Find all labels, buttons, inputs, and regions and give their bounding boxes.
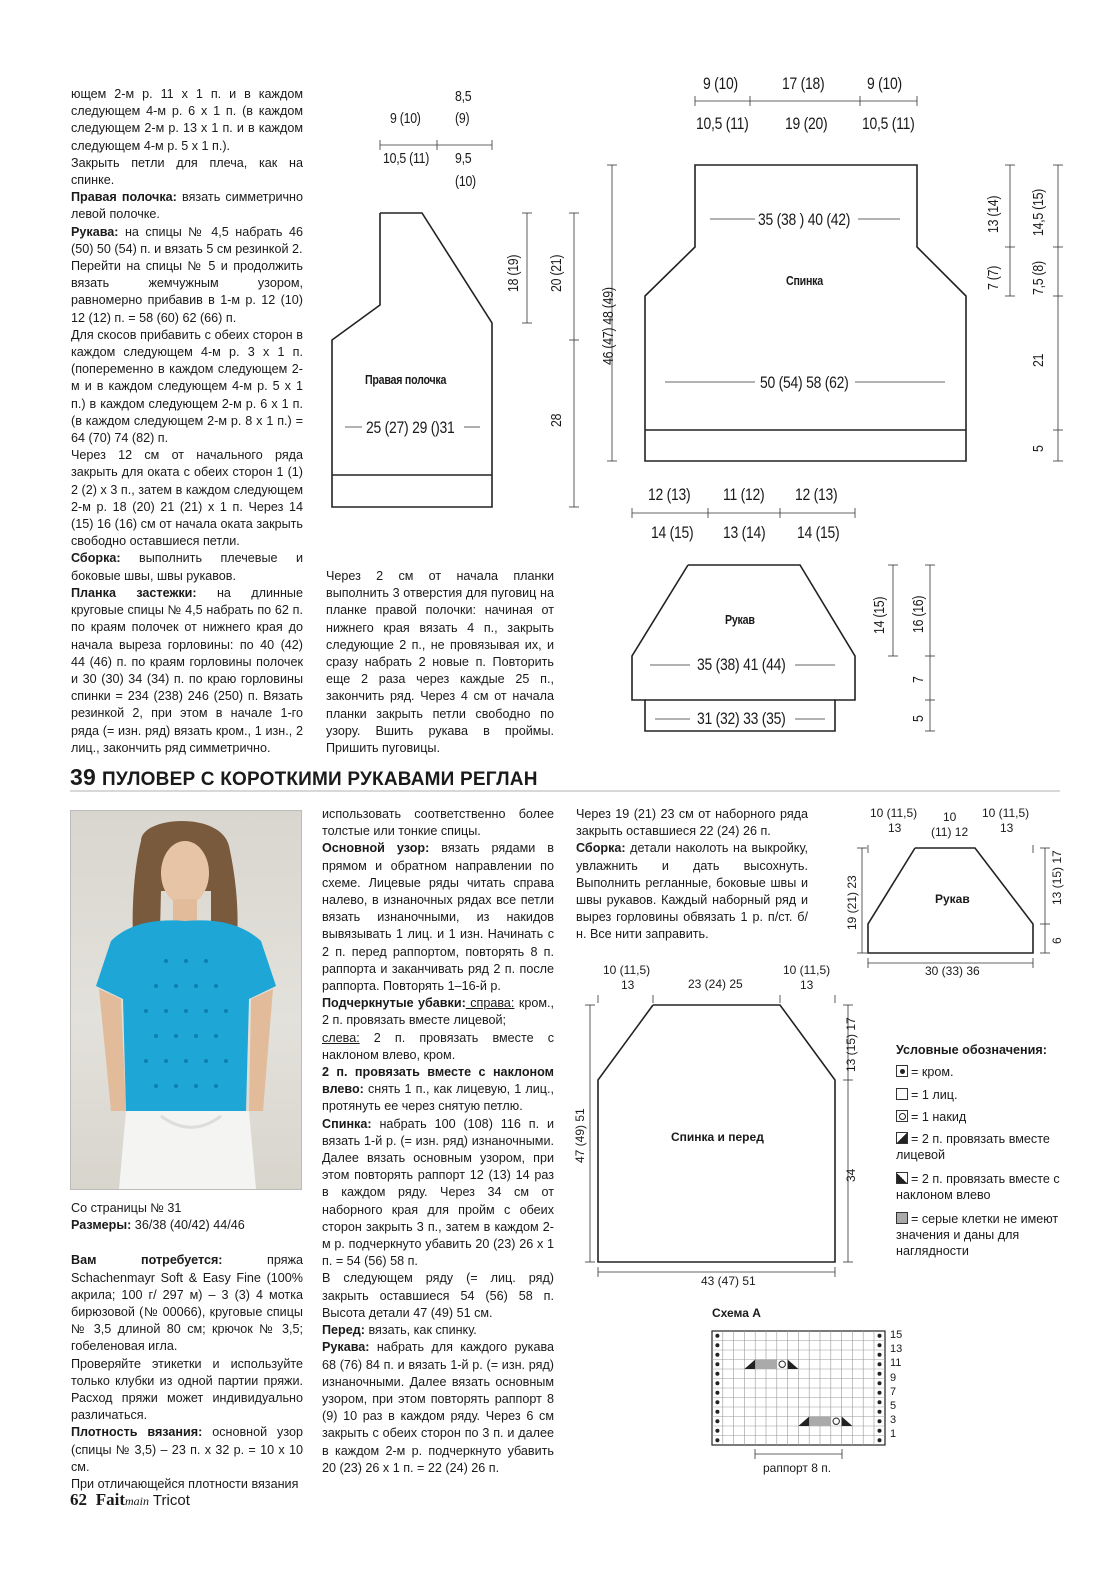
sleeve2-t2b: (11) 12	[931, 825, 969, 839]
legend-yarnover-text: = 1 накид	[911, 1110, 967, 1124]
materials-column	[71, 1200, 303, 1493]
body2-t3a: 10 (11,5)	[783, 963, 831, 977]
scheme-a-chart	[712, 1331, 885, 1459]
paragraph-heading: Рукава:	[71, 224, 119, 239]
paragraph-heading: Основной узор:	[322, 841, 430, 856]
front-v1: 18 (19)	[505, 254, 522, 292]
col2-paragraph: Перед: вязать, как спинку.	[322, 1323, 477, 1338]
paragraph-heading: Сборка:	[71, 551, 121, 566]
legend-yarnover	[896, 1109, 966, 1125]
legend-ssk	[896, 1171, 1066, 1203]
front-bot-b: 9,5	[455, 150, 472, 167]
back-bot-3: 10,5 (11)	[862, 114, 915, 133]
body2-left: 47 (49) 51	[573, 1108, 587, 1163]
sizes-line: Размеры: 36/38 (40/42) 44/46	[71, 1218, 245, 1233]
scheme-row-number: 15	[890, 1329, 903, 1341]
col3-paragraph: Через 19 (21) 23 см от наборного ряда закрыть оставшиеся 22 (24) 26 п.	[576, 807, 808, 839]
top-left-paragraph: Для скосов прибавить с обеих сторон в каждом следующем 4-м р. 3 х 1 п. (попеременно в каждом следующем 2-м и в каждом следующем 4-м р. 5 х 1 п.) в каждом следующем 2-м р. 6 х 1 п. (в каждом следующем 2-м р. 8 х 1 п.) = 64 (70) 74 (82) п.	[71, 327, 303, 446]
back-label: Спинка	[786, 273, 823, 288]
front-outline	[332, 213, 492, 507]
sleeve-top-1: 12 (13)	[648, 485, 691, 504]
paragraph-underline: слева:	[322, 1030, 360, 1045]
grey-cell-icon	[896, 1212, 908, 1224]
paragraph-heading: Правая полочка:	[71, 190, 177, 205]
front-bot-c: (10)	[455, 173, 476, 190]
body2-r2: 34	[844, 1168, 858, 1182]
yarn-over-icon	[896, 1110, 908, 1122]
sleeve-bot-1: 14 (15)	[651, 523, 694, 542]
back-top-3: 9 (10)	[867, 74, 902, 93]
sleeve2-r2: 6	[1050, 937, 1064, 944]
sleeve-v-d: 5	[910, 715, 927, 722]
legend-knit	[896, 1087, 957, 1103]
source-line: Со страницы № 31	[71, 1201, 182, 1215]
diff-line: При отличающейся плотности вязания	[71, 1477, 299, 1492]
col2-paragraph: В следующем ряду (= лиц. ряд) закрыть оставшиеся 54 (56) 58 п. Высота детали 47 (49) 51 см.	[322, 1271, 554, 1320]
sleeve-v-b: 16 (16)	[910, 595, 927, 633]
sleeve-lower: 31 (32) 33 (35)	[697, 709, 786, 728]
sleeve-top-2: 11 (12)	[723, 485, 765, 504]
back-bot-1: 10,5 (11)	[696, 114, 749, 133]
col3-paragraph: Сборка: детали наколоть на выкройку, увлажнить и дать высохнуть. Выполнить регланные, боковые швы и швы рукавов. Каждый наборный ряд и вырез горловины обвязать 1 р. п/ст. б/н. Все нити заправить.	[576, 841, 808, 942]
paragraph-heading: Сборка:	[576, 841, 626, 856]
top-left-paragraph: Правая полочка: вязать симметрично левой полочке.	[71, 190, 303, 222]
front-v2: 20 (21)	[548, 254, 565, 292]
sleeve2-t1a: 10 (11,5)	[870, 806, 918, 820]
scheme-title: Схема А	[712, 1306, 761, 1320]
front-width: 25 (27) 29 ()31	[366, 418, 455, 437]
section-number: 39	[70, 764, 96, 790]
legend-grey	[896, 1211, 1066, 1259]
legend-edge-text: = кром.	[911, 1065, 954, 1079]
paragraph-heading: Перед:	[322, 1323, 365, 1338]
paragraph-heading: Спинка:	[322, 1116, 372, 1131]
back-bot-2: 19 (20)	[785, 114, 828, 133]
sleeve2-t1b: 13	[888, 821, 902, 835]
legend-ssk-text: = 2 п. провязать вместе с наклоном влево	[896, 1172, 1060, 1202]
model-photo	[70, 810, 302, 1190]
top-left-paragraph: Сборка: выполнить плечевые и боковые швы, швы рукавов.	[71, 551, 303, 583]
paragraph-heading: 2 п. провязать вместе с наклоном влево:	[322, 1065, 554, 1097]
col2-paragraph: слева: 2 п. провязать вместе с наклоном влево, кром.	[322, 1030, 554, 1062]
scheme-row-number: 5	[890, 1400, 897, 1412]
scheme-row-number: 7	[890, 1385, 897, 1398]
col2-paragraph: Рукава: набрать для каждого рукава 68 (76) 84 п. и вязать 1-й р. (= изн. ряд) изнаночными. Далее вязать основным узором, при этом повторять раппорт 8 (9) 10 раз в каждом ряду. Через 6 см закрыть с обеих сторон по 3 п. и далее в каждом 2-м р. подчеркнуто убавить 20 (23) 26 х 1 п. = 22 (24) 26 п.	[322, 1340, 554, 1475]
col2-paragraph: Спинка: набрать 100 (108) 116 п. и вязать 1-й р. (= изн. ряд) изнаночными. Далее вязать основным узором, при этом повторять раппорт 12 (13) 14 раз в каждом ряду. Через 34 см от наборного края для пройм с обеих сторон закрыть 3 п., затем в каждом 2-м р. подчеркнуто убавить 20 (23) 26 х 1 п. = 54 (56) 58 п.	[322, 1116, 554, 1269]
sleeve-upper: 35 (38) 41 (44)	[697, 655, 786, 674]
sleeve-bot-3: 14 (15)	[797, 523, 840, 542]
density-line: Плотность вязания: основной узор (спицы № 3,5) – 23 п. х 32 р. = 10 х 10 см.	[71, 1425, 303, 1474]
scheme-row-number: 3	[890, 1414, 897, 1427]
col2-paragraph: 2 п. провязать вместе с наклоном влево: снять 1 п., как лицевую, 1 лиц., протянуть ее через снятую петлю.	[322, 1065, 554, 1114]
sleeve2-bottom: 30 (33) 36	[925, 964, 980, 978]
body2-t1b: 13	[621, 978, 635, 992]
check-line: Проверяйте этикетки и используйте только клубки из одной партии пряжи. Расход пряжи может индивидуально различаться.	[71, 1356, 303, 1423]
sleeve-v-c: 7	[910, 676, 927, 683]
back-v-b: 14,5 (15)	[1030, 188, 1047, 236]
body2-r1: 13 (15) 17	[844, 1017, 858, 1072]
sleeve2-t3b: 13	[1000, 821, 1014, 835]
assembly-column	[576, 806, 808, 944]
back-v-a: 13 (14)	[985, 195, 1002, 233]
k2tog-icon	[896, 1132, 908, 1144]
legend-knit-text: = 1 лиц.	[911, 1088, 958, 1102]
brand-main: main	[125, 1494, 150, 1508]
button-holes-text: Через 2 см от начала планки выполнить 3 отверстия для пуговиц на планке правой полочки: начиная от нижнего края вязать 4 п., закрыть следующие 2 п., не провязывая их, и сразу набрать 2 новые п. Повторить еще 2 раза через каждые 25 п., закончить ряд. Через 4 см от начала планки закрыть петли свободно по узору. Вшить рукава в проймы. Пришить пуговицы.	[326, 569, 554, 756]
back-top-1: 9 (10)	[703, 74, 738, 93]
sleeve-bot-2: 13 (14)	[723, 523, 766, 542]
body2-label: Спинка и перед	[671, 1130, 764, 1144]
body2-t2: 23 (24) 25	[688, 977, 743, 991]
paragraph-heading: Рукава:	[322, 1340, 370, 1355]
top-left-paragraph: Планка застежки: на длинные круговые спицы № 4,5 набрать по 62 п. по краям полочек от нижнего края до начала выреза горловины: по 40 (42) 44 (46) п. по краям горловины полочек и 30 (30) 34 (34) п. по краю горловины спинки = 234 (238) 246 (250) п. Вязать резинкой 2, при этом в начале 1-го ряда (= изн. ряд) вязать кром., 1 изн., 2 лиц., закончить ряд симметрично.	[71, 585, 303, 755]
model-photo-illustration	[71, 811, 301, 1189]
front-label: Правая полочка	[365, 372, 447, 387]
sleeve2-t3a: 10 (11,5)	[982, 806, 1030, 820]
front-top-a: 9 (10)	[390, 110, 421, 127]
instructions-column	[322, 806, 554, 1477]
body2-bottom: 43 (47) 51	[701, 1274, 756, 1288]
legend-k2tog	[896, 1131, 1066, 1163]
front-v4: 28	[548, 413, 565, 427]
brand-tricot: Tricot	[149, 1492, 190, 1509]
col2-paragraph: Основной узор: вязать рядами в прямом и обратном направлении по схеме. Лицевые ряды читать справа налево, в изнаночных рядах все петли вязать изнаночными, из накидов вывязывать 1 лиц. и 1 изн. Начинать с 2 п. перед раппортом, повторять 8 п. раппорта и заканчивать ряд 2 п. после раппорта. Повторять 1–16-й р.	[322, 841, 554, 994]
scheme-rapport: раппорт 8 п.	[763, 1461, 832, 1475]
top-left-text	[71, 86, 303, 757]
back-v-c: 7 (7)	[985, 265, 1002, 290]
top-left-paragraph: Перейти на спицы № 5 и продолжить вязать жемчужным узором, равномерно прибавив в 1-м р. 12 (10) 12 (12) п. = 58 (60) 62 (66) п.	[71, 259, 303, 325]
top-left-paragraph: ющем 2-м р. 11 х 1 п. и в каждом следующем 4-м р. 6 х 1 п. (в каждом следующем 2-м р. 13 х 1 п. и в каждом следующем 4-м р. 5 х 1 п.).	[71, 87, 303, 153]
brand-name	[96, 1490, 190, 1509]
front-v3: 46 (47) 48 (49)	[600, 287, 617, 365]
knit-stitch-icon	[896, 1088, 908, 1100]
page-footer	[70, 1490, 190, 1510]
back-v-d: 7,5 (8)	[1030, 261, 1047, 295]
sleeve-v-a: 14 (15)	[871, 596, 888, 634]
section-title-text: ПУЛОВЕР С КОРОТКИМИ РУКАВАМИ РЕГЛАН	[101, 769, 538, 790]
legend-edge	[896, 1064, 954, 1080]
col2-paragraph: Подчеркнутые убавки: справа: кром., 2 п. провязать вместе лицевой;	[322, 996, 554, 1028]
back-top-2: 17 (18)	[782, 74, 825, 93]
brand-fait: Fait	[95, 1490, 126, 1509]
materials-line: Вам потребуется: пряжа Schachenmayr Soft & Easy Fine (100% акрила; 100 г/ 297 м) – 3 (3) 4 мотка бирюзовой (№ 00066), круговые спицы № 3,5 длиной 80 см; крючок № 3,5; гобеленовая игла.	[71, 1253, 303, 1354]
paragraph-heading: Подчеркнутые убавки:	[322, 996, 466, 1011]
edge-stitch-icon	[896, 1065, 908, 1077]
page-number: 62	[70, 1490, 87, 1509]
ssk-icon	[896, 1172, 908, 1184]
top-middle-text	[326, 568, 554, 757]
front-top-b: 8,5	[455, 88, 472, 105]
back-v-e: 21	[1030, 353, 1047, 367]
materials-line-label: Вам потребуется:	[71, 1253, 223, 1268]
back-upper-width: 35 (38 ) 40 (42)	[758, 210, 851, 229]
section-title	[70, 764, 538, 791]
sleeve2-label: Рукав	[935, 892, 970, 906]
sleeve2-t2a: 10	[943, 810, 957, 824]
front-top-c: (9)	[455, 110, 470, 127]
top-left-paragraph: Закрыть петли для плеча, как на спинке.	[71, 155, 303, 188]
sleeve2-left: 19 (21) 23	[845, 875, 859, 930]
sleeve-label: Рукав	[725, 612, 755, 627]
front-bot-a: 10,5 (11)	[383, 150, 430, 167]
scheme-row-number: 11	[890, 1357, 902, 1370]
sizes-line-label: Размеры:	[71, 1218, 132, 1233]
body2-t3b: 13	[800, 978, 814, 992]
legend-title: Условные обозначения:	[896, 1043, 1047, 1057]
sleeve-outline	[632, 565, 855, 731]
legend-k2tog-text: = 2 п. провязать вместе лицевой	[896, 1132, 1050, 1162]
back-width: 50 (54) 58 (62)	[760, 373, 849, 392]
top-left-paragraph: Через 12 см от начального ряда закрыть для оката с обеих сторон 1 (1) 2 (2) х 3 п., затем в каждом следующем 2-м р. 18 (20) 21 (21) х 1 п. Через 14 (15) 16 (16) см от начала оката закрыть свободно оставшиеся петли.	[71, 448, 303, 549]
scheme-row-number: 9	[890, 1371, 897, 1384]
legend-grey-text: = серые клетки не имеют значения и даны для наглядности	[896, 1212, 1059, 1258]
body2-t1a: 10 (11,5)	[603, 963, 651, 977]
sleeve2-r1: 13 (15) 17	[1050, 850, 1064, 905]
scheme-row-number: 13	[890, 1343, 903, 1356]
paragraph-heading: Планка застежки:	[71, 585, 197, 600]
top-left-paragraph: Рукава: на спицы № 4,5 набрать 46 (50) 50 (54) п. и вязать 5 см резинкой 2.	[71, 224, 303, 256]
col2-paragraph: использовать соответственно более толстые или тонкие спицы.	[322, 807, 554, 839]
scheme-row-number: 1	[890, 1428, 897, 1441]
back-v-f: 5	[1030, 445, 1047, 452]
sleeve-top-3: 12 (13)	[795, 485, 838, 504]
paragraph-underline: справа:	[465, 996, 515, 1011]
density-line-label: Плотность вязания:	[71, 1425, 203, 1440]
